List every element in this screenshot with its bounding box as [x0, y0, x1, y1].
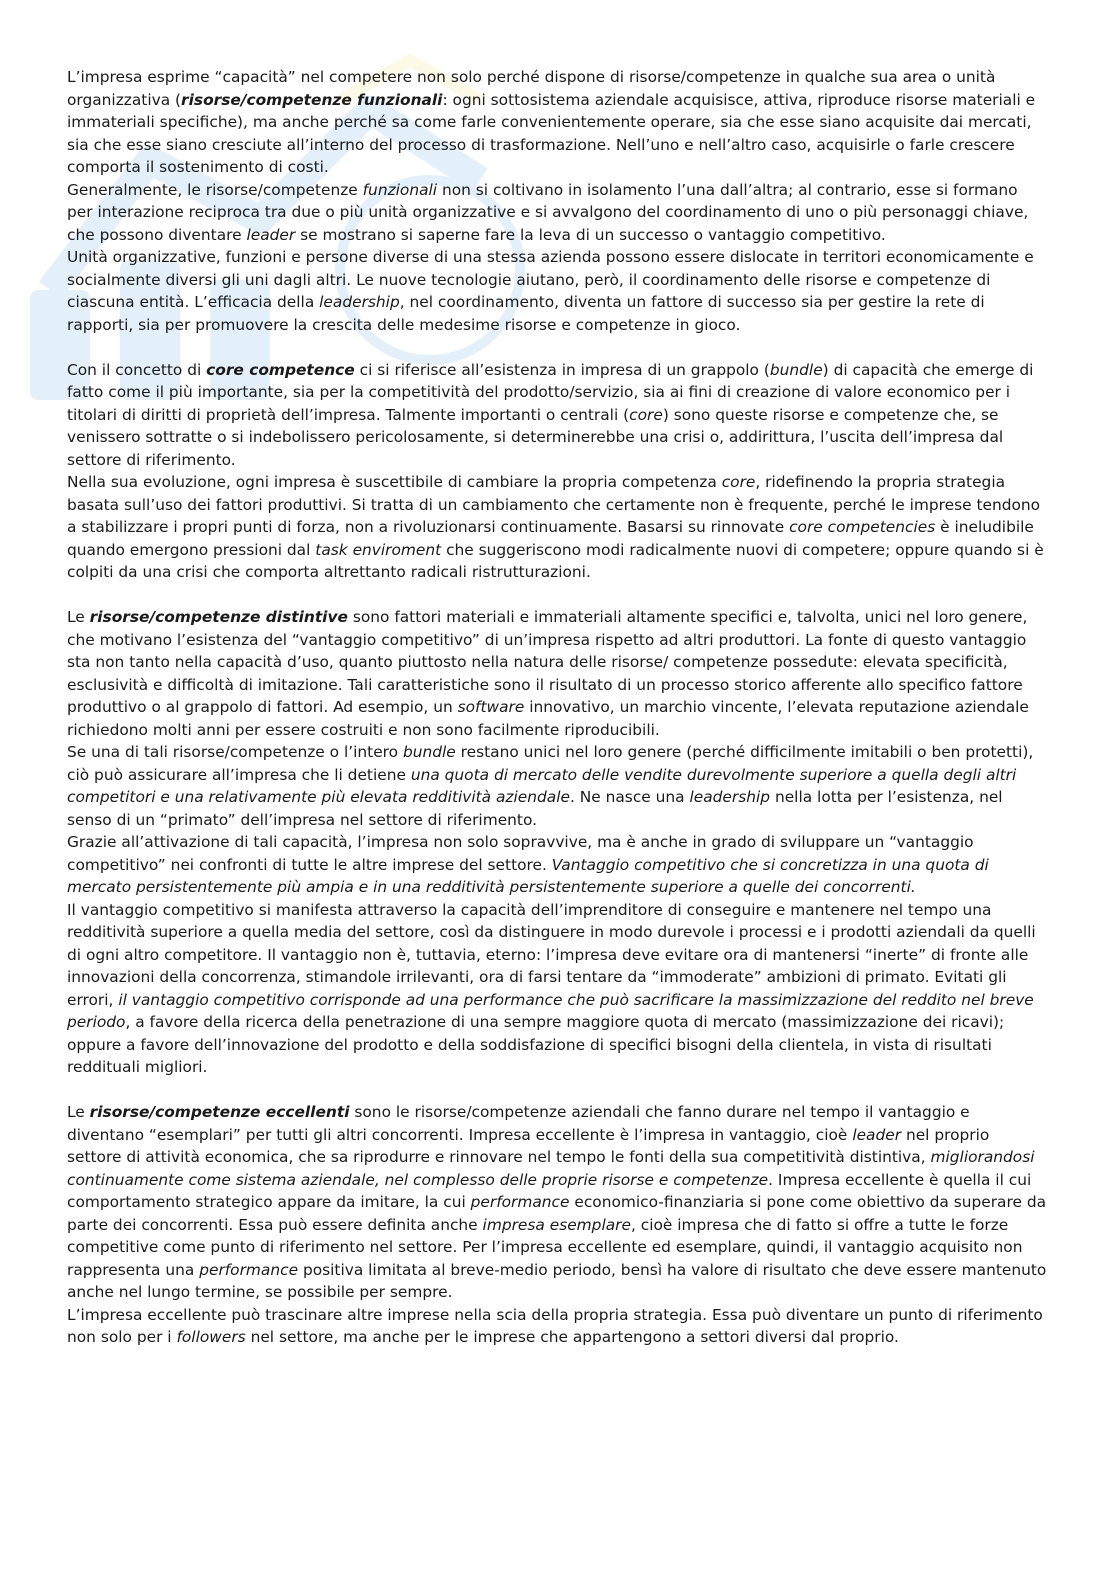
italic-term: followers	[176, 1328, 246, 1346]
text-run: nella lotta per l’esistenza, nel senso di un “primato” dell’impresa nel settore di riferimento.	[67, 788, 1003, 829]
paragraph-p3	[67, 246, 1047, 336]
key-term: core competence	[206, 360, 355, 379]
italic-term: core competencies	[789, 518, 936, 536]
text-run: Generalmente, le risorse/competenze	[67, 180, 363, 199]
text-run: Nella sua evoluzione, ogni impresa è suscettibile di cambiare la propria competenza	[67, 473, 722, 491]
text-run: , a favore della ricerca della penetrazione di una sempre maggiore quota di mercato (massimizzazione dei ricavi); oppure a favore dell’innovazione del prodotto e della soddisfazione di specifici bisogni della clientela, in vista di risultati reddituali migliori.	[67, 1013, 1005, 1076]
text-run: ) di capacità che emerge di fatto come il più importante, sia per la competitività del prodotto/servizio, sia ai fini di creazione di valore economico per i titolari di diritti di proprietà dell’impresa. Talmente importanti o centrali (	[67, 360, 1034, 424]
italic-term: Vantaggio competitivo che si concretizza in una quota di mercato persistentemente più ampia e in una redditività persistentemente superiore a quelle dei concorrenti.	[67, 855, 989, 896]
paragraph-p2	[67, 179, 1047, 247]
italic-term: il vantaggio competitivo corrisponde ad una performance che può sacrificare la massimizzazione del reddito nel breve periodo	[67, 990, 1034, 1031]
paragraph-p7	[67, 741, 1047, 831]
document-page	[67, 66, 1047, 1349]
text-run: Grazie all’attivazione di tali capacità, l’impresa non solo sopravvive, ma è anche in grado di sviluppare un “vantaggio competitivo” nei confronti di tutte le altre imprese del settore.	[67, 833, 974, 874]
key-term: risorse/competenze distintive	[89, 608, 348, 626]
italic-term: leader	[852, 1125, 902, 1144]
text-run: Con il concetto di	[67, 360, 207, 379]
text-run: restano unici nel loro genere (perché difficilmente imitabili o ben protetti), ciò può assicurare all’impresa che li detiene	[67, 743, 1034, 784]
italic-term: migliorandosi continuamente come sistema aziendale, nel complesso delle proprie risorse e competenze	[67, 1148, 1035, 1189]
text-run: ci si riferisce all’esistenza in impresa di un grappolo (	[354, 360, 770, 379]
text-run: Il vantaggio competitivo si manifesta attraverso la capacità dell’imprenditore di conseguire e mantenere nel tempo una redditività superiore a quella media del settore, così da distinguere in modo durevole i processi e i prodotti aziendali da quelli di ogni altro competitore. Il vantaggio non è, tuttavia, eterno: l’impresa deve evitare ora di mantenersi “inerte” di fronte alle innovazioni della concorrenza, stimandole irrilevanti, ora di farsi tentare da “immoderate” ambizioni di primato. Evitati gli errori,	[67, 900, 1036, 1009]
text-run: , nel coordinamento, diventa un fattore di successo sia per gestire la rete di rapporti, sia per promuovere la crescita delle medesime risorse e competenze in gioco.	[67, 293, 985, 334]
text-run: sono le risorse/competenze aziendali che fanno durare nel tempo il vantaggio e diventano “esemplari” per tutti gli altri concorrenti. Impresa eccellente è l’impresa in vantaggio, cioè	[67, 1103, 970, 1144]
key-term: risorse/competenze funzionali	[181, 90, 443, 109]
text-run: positiva limitata al breve-medio periodo, bensì ha valore di risultato che deve essere mantenuto anche nel lungo termine, se possibile per sempre.	[67, 1260, 1047, 1301]
italic-term: bundle	[402, 743, 456, 761]
italic-term: task enviroment	[315, 540, 442, 559]
text-run: ) sono queste risorse e competenze che, se venissero sottratte o si indebolissero pericolosamente, si determinerebbe una crisi o, addirittura, l’uscita dell’impresa dal settore di riferimento.	[67, 405, 1004, 469]
italic-term: performance	[199, 1260, 299, 1279]
paragraph-p4	[67, 359, 1047, 472]
italic-term: leadership	[319, 293, 400, 311]
text-run: : ogni sottosistema aziendale acquisisce, attiva, riproduce risorse materiali e immateriali specifiche), ma anche perché sa come farle convenientemente operare, sia che esse siano acquisite dai mercati, sia che esse siano cresciute all’interno del processo di trasformazione. Nell’uno e nell’altro caso, acquisirle o farle crescere comporta il sostenimento di costi.	[67, 90, 1036, 176]
italic-term: impresa esemplare	[482, 1215, 631, 1234]
text-run: è ineludibile quando emergono pressioni dal	[67, 518, 1034, 559]
italic-term: una quota di mercato delle vendite durevolmente superiore a quella degli altri competitori e una relativamente più elevata redditività aziendale	[67, 765, 1017, 806]
italic-term: core	[721, 473, 756, 491]
italic-term: core	[629, 405, 663, 424]
text-run: sono fattori materiali e immateriali altamente specifici e, talvolta, unici nel loro genere, che motivano l’esistenza del “vantaggio competitivo” di un’impresa rispetto ad altri produttori. La fonte di questo vantaggio sta non tanto nella capacità d’uso, quanto piuttosto nella natura delle risorse/ competenze possedute: elevata specificità, esclusività e difficoltà di imitazione. Tali caratteristiche sono il risultato di un processo storico afferente allo specifico fattore produttivo o al grappolo di fattori. Ad esempio, un	[67, 608, 1028, 716]
text-run: . Ne nasce una	[569, 788, 690, 806]
text-run: , cioè impresa che di fatto si offre a tutte le forze competitive come punto di riferimento nel settore. Per l’impresa eccellente ed esemplare, quindi, il vantaggio acquisito non rappresenta una	[67, 1215, 1023, 1279]
paragraph-p1	[67, 66, 1047, 179]
text-run: innovativo, un marchio vincente, l’elevata reputazione aziendale richiedono molti anni per essere costruiti e non sono facilmente riproducibili.	[67, 698, 1029, 739]
paragraph-p5	[67, 471, 1047, 584]
text-run: , ridefinendo la propria strategia basata sull’uso dei fattori produttivi. Si tratta di un cambiamento che certamente non è frequente, perché le imprese tendono a stabilizzare i propri punti di forza, non a rivoluzionarsi continuamente. Basarsi su rinnovate	[67, 473, 1041, 536]
text-run: economico-finanziaria si pone come obiettivo da superare da parte dei concorrenti. Essa può essere definita anche	[67, 1193, 1047, 1234]
text-run: Unità organizzative, funzioni e persone diverse di una stessa azienda possono essere dislocate in territori economicamente e socialmente diversi gli uni dagli altri. Le nuove tecnologie aiutano, però, il coordinamento delle risorse e competenze di ciascuna entità. L’efficacia della	[67, 248, 1034, 311]
text-run: che suggeriscono modi radicalmente nuovi di competere; oppure quando si è colpiti da una crisi che comporta altrettanto radicali ristrutturazioni.	[67, 540, 1044, 581]
text-run: Se una di tali risorse/competenze o l’intero	[67, 743, 403, 761]
text-run: Le	[67, 1103, 90, 1121]
text-run: non si coltivano in isolamento l’una dall’altra; al contrario, esse si formano per interazione reciproca tra due o più unità organizzative e si avvalgono del coordinamento di uno o più personaggi chiave, che possono diventare	[67, 180, 1029, 244]
italic-term: leader	[246, 225, 296, 244]
paragraph-p9	[67, 899, 1047, 1079]
italic-term: software	[457, 698, 525, 716]
italic-term: bundle	[769, 360, 823, 379]
text-run: nel proprio settore di attività economica, che sa riprodurre e rinnovare nel tempo le fonti della sua competitività distintiva,	[67, 1125, 990, 1166]
text-run: . Impresa eccellente è quella il cui comportamento strategico appare da imitare, la cui	[67, 1170, 1032, 1211]
text-run: Le	[67, 608, 90, 626]
italic-term: leadership	[689, 788, 771, 806]
paragraph-p11	[67, 1304, 1047, 1349]
italic-term: performance	[470, 1193, 570, 1211]
key-term: risorse/competenze eccellenti	[89, 1103, 350, 1121]
paragraph-p8	[67, 831, 1047, 899]
text-run: nel settore, ma anche per le imprese che appartengono a settori diversi dal proprio.	[245, 1328, 899, 1346]
paragraph-p6	[67, 606, 1047, 741]
text-run: L’impresa esprime “capacità” nel competere non solo perché dispone di risorse/competenze in qualche sua area o unità organizzativa (	[67, 68, 996, 109]
text-run: L’impresa eccellente può trascinare altre imprese nella scia della propria strategia. Essa può diventare un punto di riferimento non solo per i	[67, 1305, 1043, 1346]
paragraph-p10	[67, 1101, 1047, 1304]
italic-term: funzionali	[362, 180, 438, 199]
text-run: se mostrano si saperne fare la leva di un successo o vantaggio competitivo.	[295, 225, 886, 244]
